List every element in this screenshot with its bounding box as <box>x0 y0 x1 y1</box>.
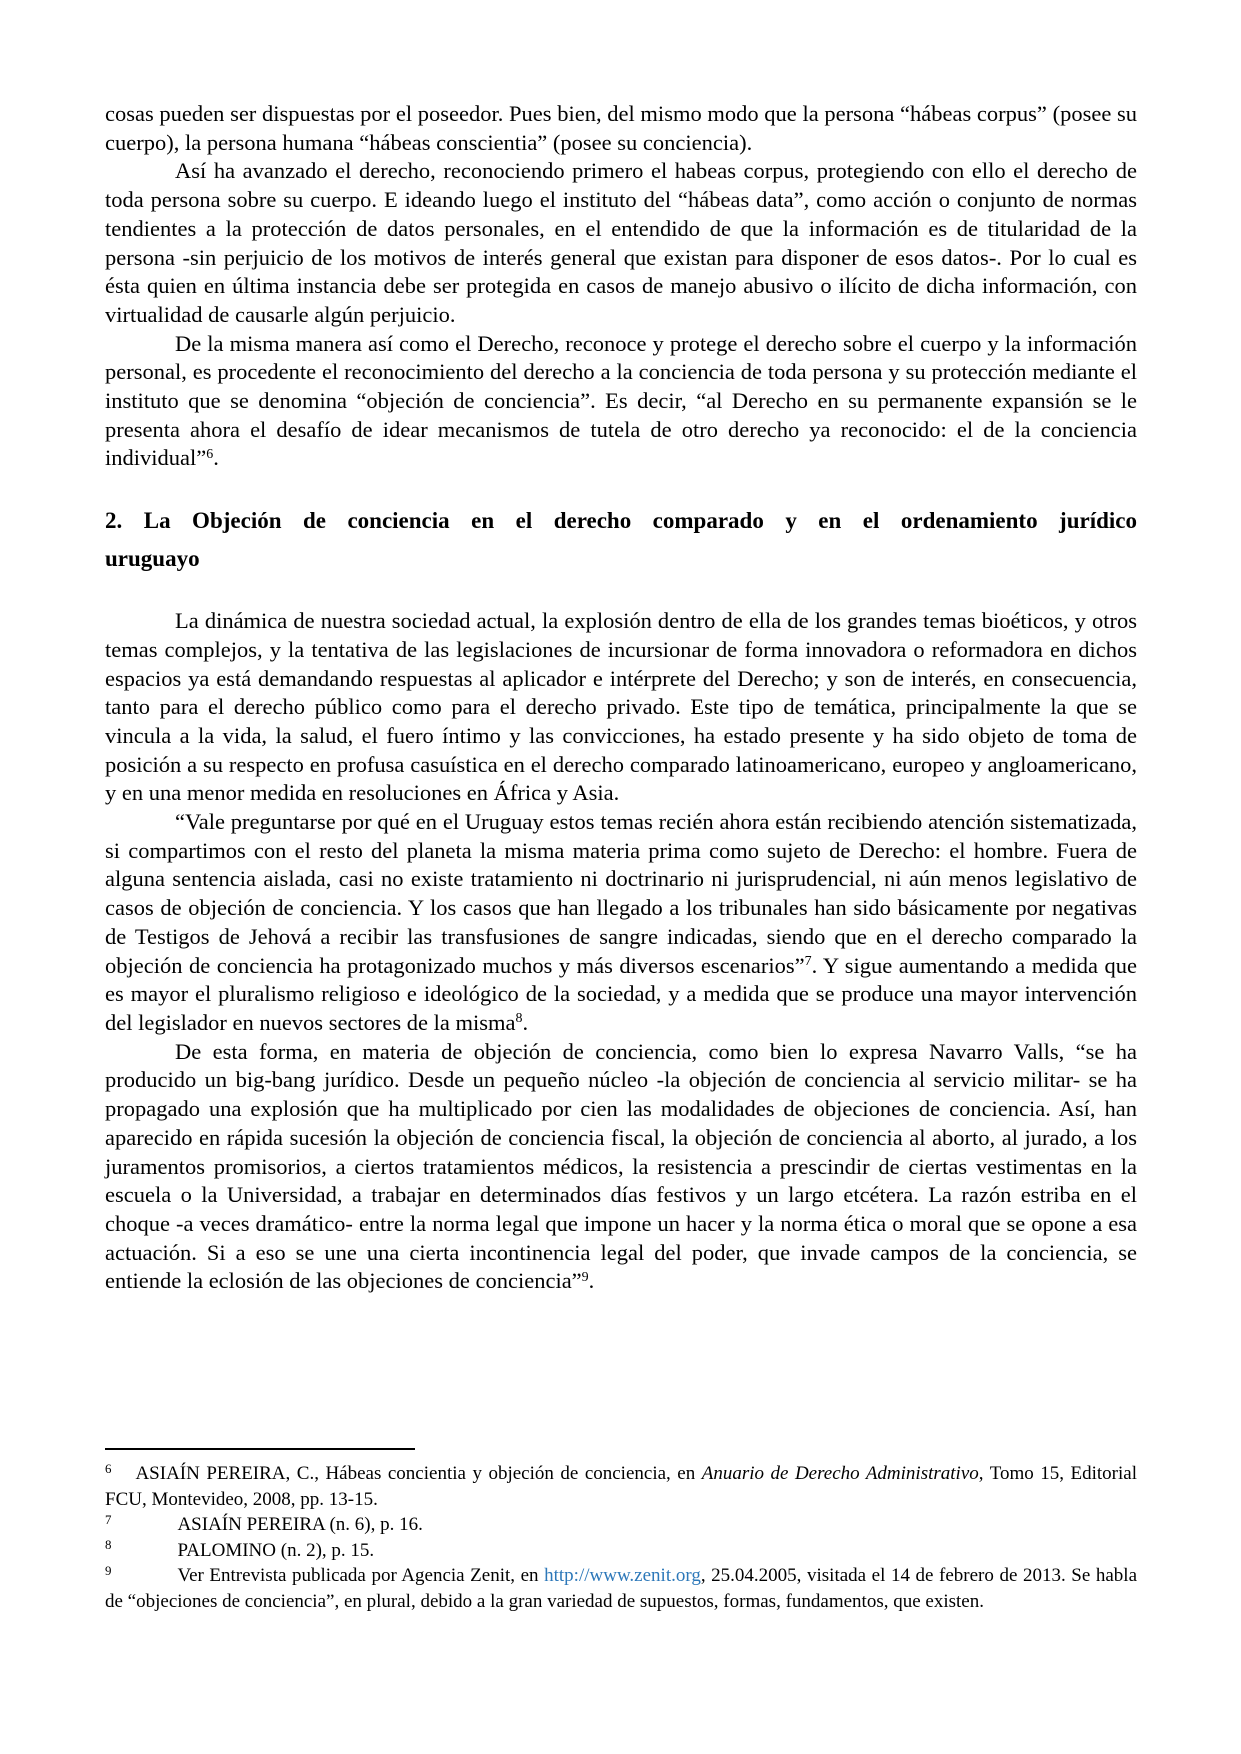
section-heading-line2: uruguayo <box>105 546 200 572</box>
footnote-marker-9: 9 <box>105 1562 112 1578</box>
body-text: Así ha avanzado el derecho, reconociendo primero el habeas corpus, protegiendo con ello el derecho de toda persona sobre su cuerpo. E ideando luego el instituto del “hábeas data”, como acción o conjunto de normas tendientes a la protección de datos personales, en el entendido de que la información es de titularidad de la persona -sin perjuicio de los motivos de interés general que existan para disponer de esos datos-. Por lo cual es ésta quien en última instancia debe ser protegida en casos de manejo abusivo o ilícito de dicha información, con virtualidad de causarle algún perjuicio. <box>105 158 1137 327</box>
body-text: . <box>522 1009 529 1035</box>
footnote-tab <box>111 1555 177 1556</box>
paragraph-big-bang-juridico <box>105 1038 1137 1296</box>
footnote-text: ASIAÍN PEREIRA (n. 6), p. 16. <box>177 1514 423 1535</box>
footnote-tab <box>111 1580 177 1581</box>
body-text: . <box>588 1268 595 1294</box>
paragraph-habeas-data <box>105 157 1137 329</box>
page-body <box>105 100 1137 1296</box>
footnote-separator-rule <box>105 1448 415 1450</box>
footnote-journal-title: Anuario de Derecho Administrativo <box>701 1463 979 1484</box>
paragraph-vale-preguntarse <box>105 808 1137 1038</box>
body-text: De la misma manera así como el Derecho, reconoce y protege el derecho sobre el cuerpo y la información personal, es procedente el reconocimiento del derecho a la conciencia de toda persona y su protección mediante el instituto que se denomina “objeción de conciencia”. Es decir, “al Derecho en su permanente expansión se le presenta ahora el desafío de idear mecanismos de tutela de otro derecho ya reconocido: el de la conciencia individual” <box>105 330 1137 471</box>
footnotes-section <box>105 1448 1137 1614</box>
footnote-8 <box>105 1538 1137 1564</box>
footnote-tab <box>111 1529 177 1530</box>
footnote-text: Ver Entrevista publicada por Agencia Zenit, en <box>177 1565 545 1586</box>
body-text: . Y sigue aumentando a medida que es mayor el pluralismo religioso e ideológico de la sociedad, y a medida que se produce una mayor intervención del legislador en nuevos sectores de la misma <box>105 952 1137 1035</box>
body-text: cosas pueden ser dispuestas por el poseedor. Pues bien, del mismo modo que la persona “hábeas corpus” (posee su cuerpo), la persona humana “hábeas conscientia” (posee su conciencia). <box>105 101 1137 155</box>
footnote-text: , Tomo 15, Editorial FCU, Montevideo, 2008, pp. 13-15. <box>105 1463 1137 1510</box>
footnote-ref-8: 8 <box>515 1011 523 1027</box>
footnote-marker-6: 6 <box>105 1460 112 1476</box>
footnote-ref-9: 9 <box>581 1269 589 1285</box>
footnote-9 <box>105 1563 1137 1614</box>
body-text: La dinámica de nuestra sociedad actual, la explosión dentro de ella de los grandes temas bioéticos, y otros temas complejos, y la tentativa de las legislaciones de incursionar de forma innovadora o reformadora en dichos espacios ya está demandando respuestas al aplicador e intérprete del Derecho; y son de interés, en consecuencia, tanto para el derecho público como para el derecho privado. Este tipo de temática, principalmente la que se vincula a la vida, la salud, el fuero íntimo y las convicciones, ha estado presente y ha sido objeto de toma de posición a su respecto en profusa casuística en el derecho comparado latinoamericano, europeo y angloamericano, y en una menor medida en resoluciones en África y Asia. <box>105 608 1137 806</box>
footnote-text: , 25.04.2005, visitada el 14 de febrero de 2013. Se habla de “objeciones de conciencia”, en plural, debido a la gran variedad de supuestos, formas, fundamentos, que existen. <box>105 1565 1138 1612</box>
body-text: “Vale preguntarse por qué en el Uruguay estos temas recién ahora están recibiendo atención sistematizada, si compartimos con el resto del planeta la misma materia prima como sujeto de Derecho: el hombre. Fuera de alguna sentencia aislada, casi no existe tratamiento ni doctrinario ni jurisprudencial, ni aún menos legislativo de casos de objeción de conciencia. Y los casos que han llegado a los tribunales han sido básicamente por negativas de Testigos de Jehová a recibir las transfusiones de sangre indicadas, siendo que en el derecho comparado la objeción de conciencia ha protagonizado muchos y más diversos escenarios” <box>105 809 1137 978</box>
footnote-6 <box>105 1461 1137 1512</box>
paragraph-objecion-conciencia <box>105 330 1137 474</box>
footnote-7 <box>105 1512 1137 1538</box>
body-text: De esta forma, en materia de objeción de conciencia, como bien lo expresa Navarro Valls, “se ha producido un big-bang jurídico. Desde un pequeño núcleo -la objeción de conciencia al servicio militar- se ha propagado una explosión que ha multiplicado por cien las modalidades de objeciones de conciencia. Así, han aparecido en rápida sucesión la objeción de conciencia fiscal, la objeción de conciencia al aborto, al jurado, a los juramentos promisorios, a ciertos tratamientos médicos, la resistencia a prescindir de ciertas vestimentas en la escuela o la Universidad, a trabajar en determinados días festivos y un largo etcétera. La razón estriba en el choque -a veces dramático- entre la norma legal que impone un hacer y la norma ética o moral que se opone a esa actuación. Si a eso se une una cierta incontinencia legal del poder, que invade campos de la conciencia, se entiende la eclosión de las objeciones de conciencia” <box>105 1038 1137 1294</box>
section-heading-line1: 2. La Objeción de conciencia en el derecho comparado y en el ordenamiento jurídico <box>105 508 1137 534</box>
footnote-tab <box>111 1478 135 1479</box>
footnote-text: PALOMINO (n. 2), p. 15. <box>177 1539 375 1561</box>
section-heading <box>105 502 1137 578</box>
paragraph-continuation <box>105 100 1137 157</box>
footnote-ref-7: 7 <box>804 953 812 969</box>
footnote-marker-7: 7 <box>105 1511 112 1527</box>
zenit-hyperlink[interactable]: http://www.zenit.org <box>544 1565 701 1586</box>
footnote-ref-6: 6 <box>206 446 214 462</box>
footnote-text: ASIAÍN PEREIRA, C., Hábeas concientia y objeción de conciencia, en <box>135 1463 702 1484</box>
paragraph-dinamica-sociedad <box>105 607 1137 808</box>
body-text: . <box>213 445 219 471</box>
footnote-marker-8: 8 <box>105 1537 112 1553</box>
